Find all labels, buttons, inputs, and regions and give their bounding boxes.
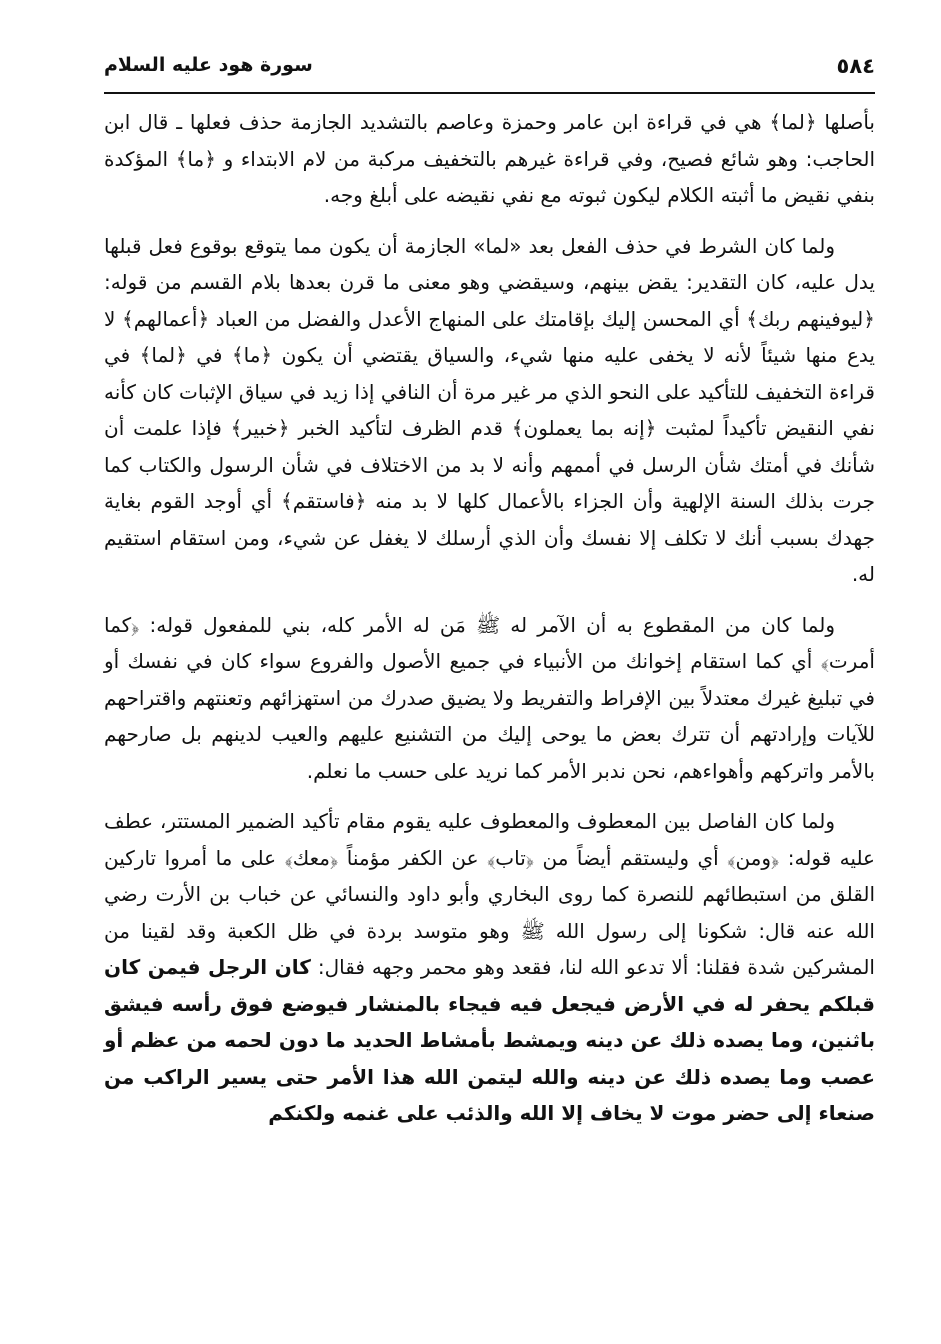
paragraph-gap [104, 789, 875, 803]
paragraph-gap [104, 214, 875, 228]
hadith-text: كان الرجل فيمن كان قبلكم يحفر له في الأرض فيجعل فيه فيجاء بالمنشار فيوضع فوق رأسه فيشق باثنين، وما يصده ذلك عن دينه ويمشط بأمشاط الحديد ما دون لحمه من عظم أو عصب وما يصده ذلك عن دينه والله ليتمن الله هذا الأمر حتى يسير الراكب من صنعاء إلى حضر موت لا يخاف إلا الله والذئب على غنمه ولكنكم [104, 955, 875, 1125]
paragraph-2: ولما كان الشرط في حذف الفعل بعد «لما» الجازمة أن يكون مما يتوقع بوقوع فعل قبلها يدل عليه، كان التقدير: يقض بينهم، وسيقضي وهو معنى ما قرن بعدها بلام القسم من قوله: ﴿ليوفينهم ربك﴾ أي المحسن إليك بإقامتك على المنهاج الأعدل والفضل من العباد ﴿أعمالهم﴾ لا يدع منها شيئاً لأنه لا يخفى عليه منها شيء، والسياق يقتضي أن يكون ﴿ما﴾ في ﴿لما﴾ في قراءة التخفيف للتأكيد على النحو الذي مر غير مرة أن النافي إذا زيد في سياق الإثبات كان كأنه نفي النقيض تأكيداً لمثبت ﴿إنه بما يعملون﴾ قدم الظرف لتأكيد الخبر ﴿خبير﴾ فإذا علمت أن شأنك في أمتك شأن الرسل في أممهم وأنه لا بد من الاختلاف في شأن الرسول والكتاب كما جرت بذلك السنة الإلهية وأن الجزاء بالأعمال كلها لا بد منه ﴿فاستقم﴾ أي أوجد القوم بغاية جهدك بسبب أنك لا تكلف إلا نفسك وأن الذي أرسلك لا يغفل عن شيء، ومن استقام استقيم له. [104, 233, 875, 586]
paragraph-4 [104, 803, 875, 1132]
page-number: ٥٨٤ [836, 54, 875, 78]
page-header [104, 52, 875, 94]
paragraph-3: ولما كان من المقطوع به أن الآمر له ﷺ مَن له الأمر كله، بني للمفعول قوله: ﴿كما أمرت﴾ أي كما استقام إخوانك من الأنبياء في جميع الأصول والفروع سواء كان في نفسك أو في تبليغ غيرك معتدلاً بين الإفراط والتفريط ولا يضيق صدرك من استهزائهم وتعنتهم واقتراحهم للآيات وإرادتهم أن تترك بعض ما يوحى إليك من التشنيع عليهم والعيب لدينهم بل صارحهم بالأمر واتركهم وأهواءهم، نحن ندبر الأمر كما نريد على حسب ما نعلم. [104, 612, 875, 783]
surah-title: سورة هود عليه السلام [104, 54, 313, 76]
paragraph-4-text: ولما كان الفاصل بين المعطوف والمعطوف عليه يقوم مقام تأكيد الضمير المستتر، عطف عليه قوله: ﴿ومن﴾ أي وليستقم أيضاً من ﴿تاب﴾ عن الكفر مؤمناً ﴿معك﴾ على ما أمروا تاركين القلق من استبطائهم للنصرة كما روى البخاري وأبو داود والنسائي عن خباب بن الأرت رضي الله عنه قال: شكونا إلى رسول الله ﷺ وهو متوسد بردة في ظل الكعبة وقد لقينا من المشركين شدة فقلنا: ألا تدعو الله لنا، فقعد وهو محمر وجهه فقال: [104, 809, 875, 979]
paragraph-1: بأصلها ﴿لما﴾ هي في قراءة ابن عامر وحمزة وعاصم بالتشديد الجازمة حذف فعلها ـ قال ابن الحاجب: وهو شائع فصيح، وفي قراءة غيرهم بالتخفيف مركبة من لام الابتداء و ﴿ما﴾ المؤكدة بنفي نقيض ما أثبته الكلام ليكون ثبوته مع نفي نقيضه على أبلغ وجه. [104, 110, 875, 207]
paragraph-gap [104, 593, 875, 607]
